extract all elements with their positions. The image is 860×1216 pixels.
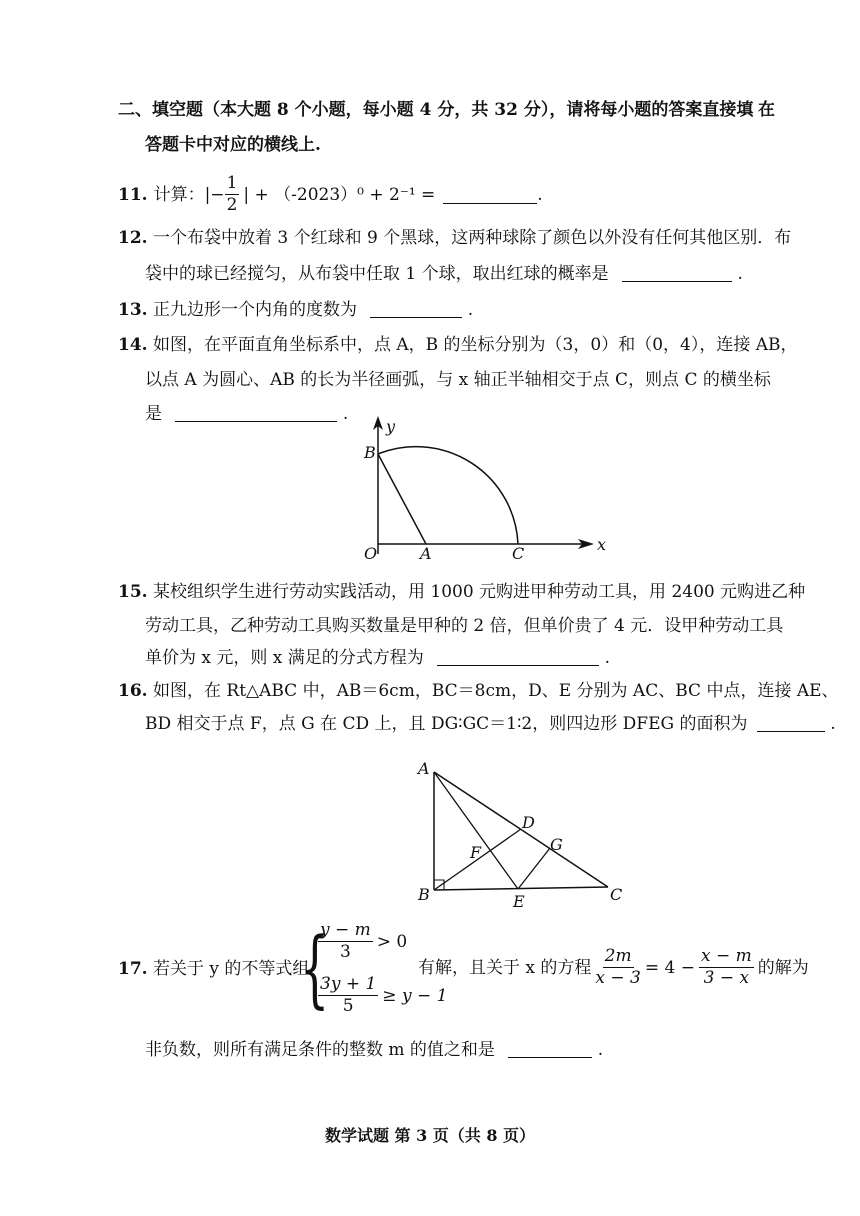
fraction-denominator: 5 xyxy=(342,996,354,1016)
section-header-line1 xyxy=(118,98,753,122)
question-16-line2 xyxy=(145,712,836,736)
question-17-prefix: 若关于 y 的不等式组 xyxy=(152,959,310,979)
fraction-one-half xyxy=(225,175,240,214)
fraction-numerator: 3y + 1 xyxy=(320,974,377,994)
question-17-suffix: 的解为 xyxy=(757,957,809,978)
segment-bc xyxy=(434,887,608,890)
answer-blank[interactable] xyxy=(622,263,732,282)
triangle-figure xyxy=(410,752,630,912)
question-number: 11. xyxy=(118,184,148,205)
question-number: 15. xyxy=(118,582,148,602)
fraction-denominator: x − 3 xyxy=(595,968,641,988)
fraction-numerator: 2m xyxy=(604,946,632,966)
question-14-line1 xyxy=(118,333,798,357)
coordinate-figure xyxy=(350,412,620,564)
fraction-numerator: x − m xyxy=(701,946,752,966)
label-f: F xyxy=(470,843,482,862)
label-y: y xyxy=(386,417,396,436)
segment-ab xyxy=(378,454,426,544)
equation-left-fraction xyxy=(595,948,640,987)
inequality-2-fraction xyxy=(318,976,378,1015)
fraction-denominator: 2 xyxy=(226,195,238,215)
fraction-numerator: y − m xyxy=(320,920,371,940)
question-number: 13. xyxy=(118,300,148,320)
label-b: B xyxy=(418,885,430,904)
question-11 xyxy=(118,175,543,214)
segment-ae xyxy=(434,772,518,889)
answer-blank[interactable] xyxy=(175,403,337,422)
label-e: E xyxy=(513,892,525,911)
answer-blank[interactable] xyxy=(443,185,537,204)
question-number: 17. xyxy=(118,959,148,979)
question-15-line1 xyxy=(118,580,805,604)
label-o: O xyxy=(364,544,378,563)
section-header-line1-end: 在 xyxy=(758,100,775,120)
question-16-line1 xyxy=(118,679,839,703)
question-14-text-3: 是 xyxy=(145,404,162,424)
question-11-prefix: 计算：|− xyxy=(153,184,225,205)
question-15-line3 xyxy=(145,646,610,670)
period: . xyxy=(830,714,836,734)
question-number: 14. xyxy=(118,335,148,355)
period: . xyxy=(342,404,349,424)
label-c: C xyxy=(512,544,525,563)
answer-blank[interactable] xyxy=(370,299,462,318)
period: . xyxy=(537,184,543,205)
inequality-1-relation: > 0 xyxy=(376,931,408,952)
period: . xyxy=(597,1040,604,1060)
question-13-text: 正九边形一个内角的度数为 xyxy=(152,300,357,320)
question-number: 12. xyxy=(118,228,148,248)
answer-blank[interactable] xyxy=(757,713,825,732)
page-footer: 数学试题 第 3 页（共 8 页） xyxy=(324,1126,536,1145)
period: . xyxy=(737,264,743,284)
question-number: 16. xyxy=(118,681,148,701)
arc-bc xyxy=(378,447,518,544)
question-15-line2: 劳动工具，乙种劳动工具购买数量是甲种的 2 倍，但单价贵了 4 元．设甲种劳动工具 xyxy=(145,616,784,636)
inequality-1 xyxy=(318,922,407,961)
equation-middle: = 4 − xyxy=(644,957,695,978)
question-12-text: 一个布袋中放着 3 个红球和 9 个黑球，这两种球除了颜色以外没有任何其他区别．布 xyxy=(152,228,792,248)
question-17-lead xyxy=(118,957,309,981)
question-14-line2: 以点 A 为圆心、AB 的长为半径画弧，与 x 轴正半轴相交于点 C，则点 C 的横坐标 xyxy=(145,370,771,390)
label-a: A xyxy=(420,544,432,563)
inequality-2-relation: ≥ y − 1 xyxy=(382,985,448,1006)
label-x: x xyxy=(597,535,607,554)
fraction-denominator: 3 − x xyxy=(703,968,750,988)
period: . xyxy=(604,648,611,668)
question-15-text: 某校组织学生进行劳动实践活动，用 1000 元购进甲种劳动工具，用 2400 元购进乙种 xyxy=(152,582,806,602)
question-11-expression: | + （-2023）⁰ + 2⁻¹ = xyxy=(243,184,436,205)
question-12-line2 xyxy=(145,262,743,286)
label-g: G xyxy=(550,835,563,854)
question-17-equation xyxy=(418,948,809,987)
question-12-line1 xyxy=(118,226,791,250)
question-17-text-2: 非负数，则所有满足条件的整数 m 的值之和是 xyxy=(145,1040,495,1060)
label-d: D xyxy=(522,813,535,832)
fraction-numerator: 1 xyxy=(226,173,238,193)
answer-blank[interactable] xyxy=(437,647,599,666)
label-b: B xyxy=(364,443,376,462)
fraction-denominator: 3 xyxy=(339,942,351,962)
segment-eg xyxy=(518,848,550,889)
system-brace: { xyxy=(300,919,330,1017)
equation-right-fraction xyxy=(699,948,754,987)
answer-blank[interactable] xyxy=(508,1039,592,1058)
question-17-mid-text: 有解，且关于 x 的方程 xyxy=(418,957,592,978)
question-16-text: 如图，在 Rt△ABC 中，AB＝6cm，BC＝8cm，D、E 分别为 AC、BC 中点，连接 AE、 xyxy=(152,681,839,701)
question-14-line3 xyxy=(145,402,348,426)
inequality-1-fraction xyxy=(318,922,373,961)
question-16-text-2: BD 相交于点 F，点 G 在 CD 上，且 DG∶GC＝1∶2，则四边形 DFEG 的面积为 xyxy=(145,714,748,734)
question-14-text: 如图，在平面直角坐标系中，点 A，B 的坐标分别为（3，0）和（0，4），连接 AB， xyxy=(152,335,798,355)
label-a: A xyxy=(418,759,430,778)
period: . xyxy=(467,300,474,320)
question-12-text-2: 袋中的球已经搅匀，从布袋中任取 1 个球，取出红球的概率是 xyxy=(145,264,609,284)
section-header-text: 二、填空题（本大题 8 个小题，每小题 4 分，共 32 分），请将每小题的答案直接填 xyxy=(118,100,754,120)
question-15-text-3: 单价为 x 元，则 x 满足的分式方程为 xyxy=(145,648,424,668)
question-17-line2 xyxy=(145,1038,603,1062)
label-c: C xyxy=(610,885,623,904)
section-header-line2: 答题卡中对应的横线上. xyxy=(145,135,321,155)
question-13 xyxy=(118,298,473,322)
